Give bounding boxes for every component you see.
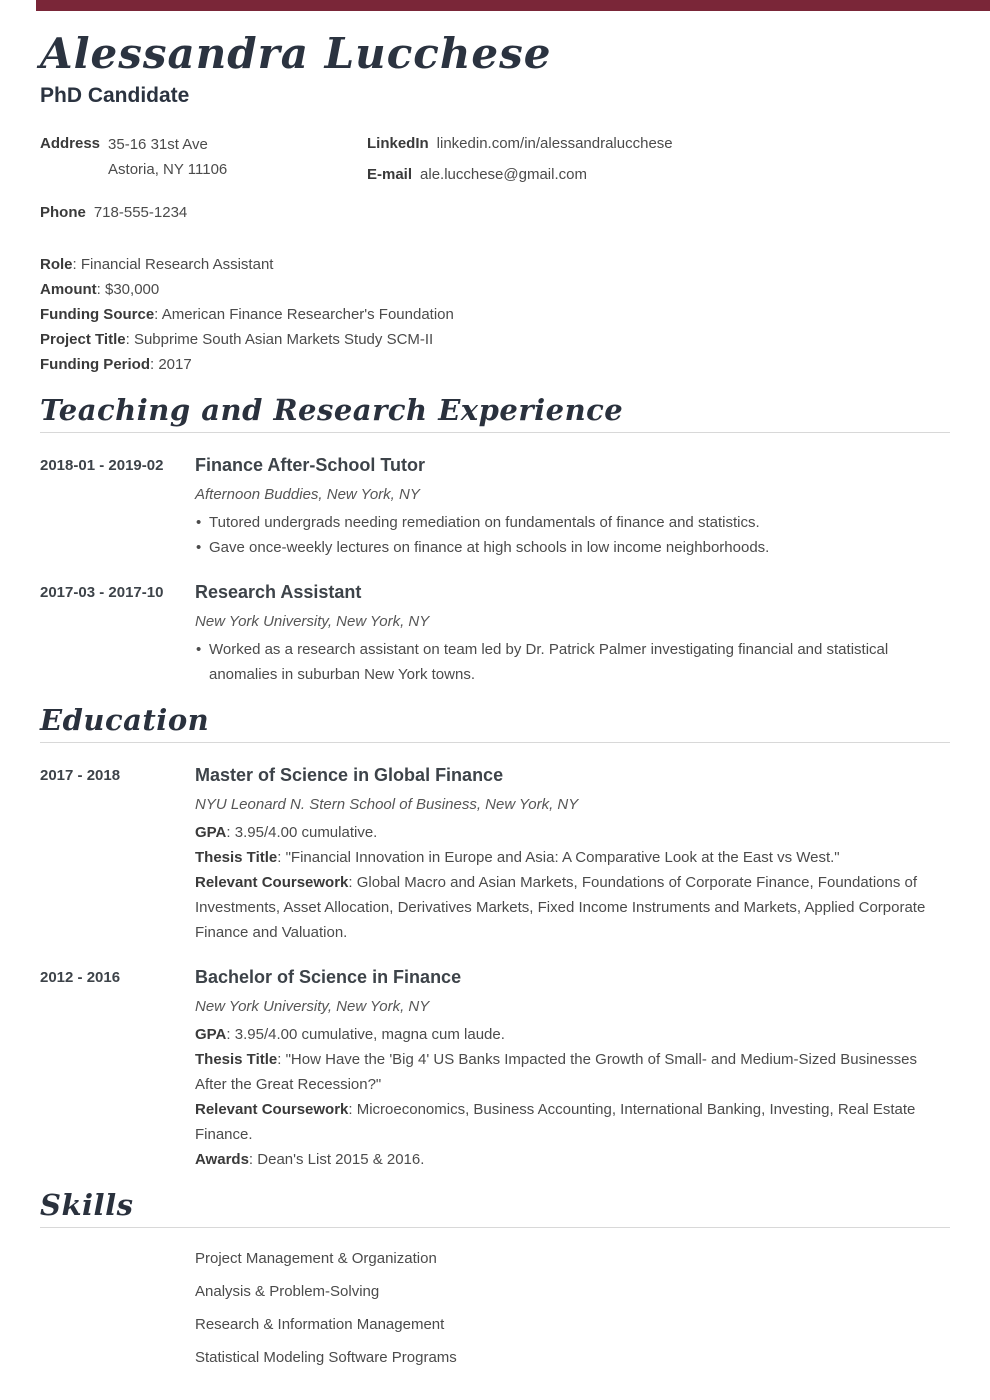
detail-value: "Financial Innovation in Europe and Asia: A Comparative Look at the East vs West." (285, 849, 840, 867)
funding-source-label: Funding Source : (40, 306, 162, 323)
funding-amount-label: Amount : (40, 281, 105, 298)
section-experience (40, 393, 950, 687)
phone-value: 718-555-1234 (93, 204, 188, 222)
linkedin-value: linkedin.com/in/alessandralucchese (436, 135, 673, 153)
detail-gpa (195, 820, 930, 845)
funding-role-label: Role : (40, 256, 81, 273)
funding-source (40, 302, 950, 327)
skill-item: Project Management & Organization (195, 1250, 437, 1268)
person-job-title: PhD Candidate (40, 84, 190, 108)
education-entry (40, 764, 950, 945)
detail-gpa (195, 1022, 930, 1047)
detail-label: Relevant Coursework : (195, 1101, 357, 1118)
entry-details (195, 820, 930, 945)
detail-label: Relevant Coursework : (195, 874, 357, 891)
skill-item: Statistical Modeling Software Programs (195, 1349, 457, 1367)
experience-heading: Teaching and Research Experience (40, 393, 950, 433)
section-skills (40, 1188, 950, 1367)
entry-subtitle: NYU Leonard N. Stern School of Business, New York, NY (195, 796, 579, 814)
detail-value: "How Have the 'Big 4' US Banks Impacted the Growth of Small- and Medium-Sized Businesses After the Great Recession?" (195, 1051, 917, 1094)
email-label: E-mail (367, 166, 413, 184)
detail-label: GPA : (195, 1026, 235, 1043)
funding-project-title-value: Subprime South Asian Markets Study SCM-II (133, 331, 434, 349)
detail-value: Global Macro and Asian Markets, Foundations of Corporate Finance, Foundations of Investments, Asset Allocation, Derivatives Markets, Fixed Income Instruments and Markets, Applied Corporate Finance and Valuation. (195, 874, 926, 942)
entry-dates: 2012 - 2016 (40, 969, 121, 987)
detail-thesis (195, 1047, 930, 1097)
funding-period-label: Funding Period : (40, 356, 158, 373)
skill-item: Analysis & Problem-Solving (195, 1283, 380, 1301)
entry-title: Finance After-School Tutor (195, 455, 426, 476)
address-line-1: 35-16 31st Ave (108, 136, 208, 154)
detail-value: 3.95/4.00 cumulative. (234, 824, 378, 842)
funding-period (40, 352, 950, 377)
experience-entry (40, 581, 950, 687)
entry-details (195, 1022, 930, 1172)
funding-project-title-label: Project Title : (40, 331, 134, 348)
contact-linkedin (367, 135, 950, 152)
funding-amount-value: $30,000 (105, 281, 160, 299)
funding-role (40, 252, 950, 277)
top-accent-bar (36, 0, 990, 11)
contact-column-right (367, 135, 950, 221)
detail-thesis (195, 845, 930, 870)
entry-subtitle: New York University, New York, NY (195, 998, 430, 1016)
education-heading: Education (40, 703, 950, 743)
bullet-item: • Gave once-weekly lectures on finance at high schools in low income neighborhoods. (195, 535, 930, 560)
detail-label: Awards : (195, 1151, 257, 1168)
contact-address (40, 135, 367, 185)
detail-coursework (195, 870, 930, 945)
section-education (40, 703, 950, 1172)
phone-label: Phone (40, 204, 86, 222)
address-line-2: Astoria, NY 11106 (108, 161, 228, 179)
funding-summary (40, 252, 950, 377)
entry-body (195, 764, 950, 945)
contact-email (367, 166, 950, 183)
address-value (108, 135, 227, 185)
entry-subtitle: Afternoon Buddies, New York, NY (195, 486, 420, 504)
skills-heading: Skills (40, 1188, 950, 1228)
education-entry (40, 966, 950, 1172)
contact-column-left (40, 135, 367, 221)
entry-title: Master of Science in Global Finance (195, 765, 504, 786)
person-name: Alessandra Lucchese (40, 29, 552, 78)
entry-body (195, 454, 950, 560)
detail-value: Dean's List 2015 & 2016. (257, 1151, 425, 1169)
detail-value: 3.95/4.00 cumulative, magna cum laude. (234, 1026, 505, 1044)
entry-title: Research Assistant (195, 582, 362, 603)
detail-label: Thesis Title : (195, 1051, 286, 1068)
contact-block (40, 135, 950, 221)
entry-dates: 2017-03 - 2017-10 (40, 584, 164, 602)
funding-project-title (40, 327, 950, 352)
experience-entry (40, 454, 950, 560)
funding-role-value: Financial Research Assistant (80, 256, 274, 274)
entry-bullets (195, 510, 930, 560)
entry-dates: 2017 - 2018 (40, 767, 121, 785)
funding-amount (40, 277, 950, 302)
entry-bullets (195, 637, 930, 687)
funding-source-value: American Finance Researcher's Foundation (161, 306, 454, 324)
funding-period-value: 2017 (158, 356, 192, 374)
address-label: Address (40, 135, 101, 153)
entry-title: Bachelor of Science in Finance (195, 967, 462, 988)
skill-item: Research & Information Management (195, 1316, 445, 1334)
bullet-item: • Tutored undergrads needing remediation on fundamentals of finance and statistics. (195, 510, 930, 535)
bullet-item: • Worked as a research assistant on team led by Dr. Patrick Palmer investigating financial and statistical anomalies in suburban New York towns. (195, 637, 930, 687)
entry-body (195, 581, 950, 687)
detail-coursework (195, 1097, 930, 1147)
detail-label: GPA : (195, 824, 235, 841)
email-value: ale.lucchese@gmail.com (420, 166, 587, 184)
entry-subtitle: New York University, New York, NY (195, 613, 430, 631)
detail-label: Thesis Title : (195, 849, 286, 866)
contact-phone (40, 204, 367, 221)
detail-value: Microeconomics, Business Accounting, International Banking, Investing, Real Estate Finance. (195, 1101, 916, 1144)
entry-dates: 2018-01 - 2019-02 (40, 457, 164, 475)
skills-list (195, 1228, 950, 1367)
linkedin-label: LinkedIn (367, 135, 429, 153)
entry-body (195, 966, 950, 1172)
detail-awards (195, 1147, 930, 1172)
